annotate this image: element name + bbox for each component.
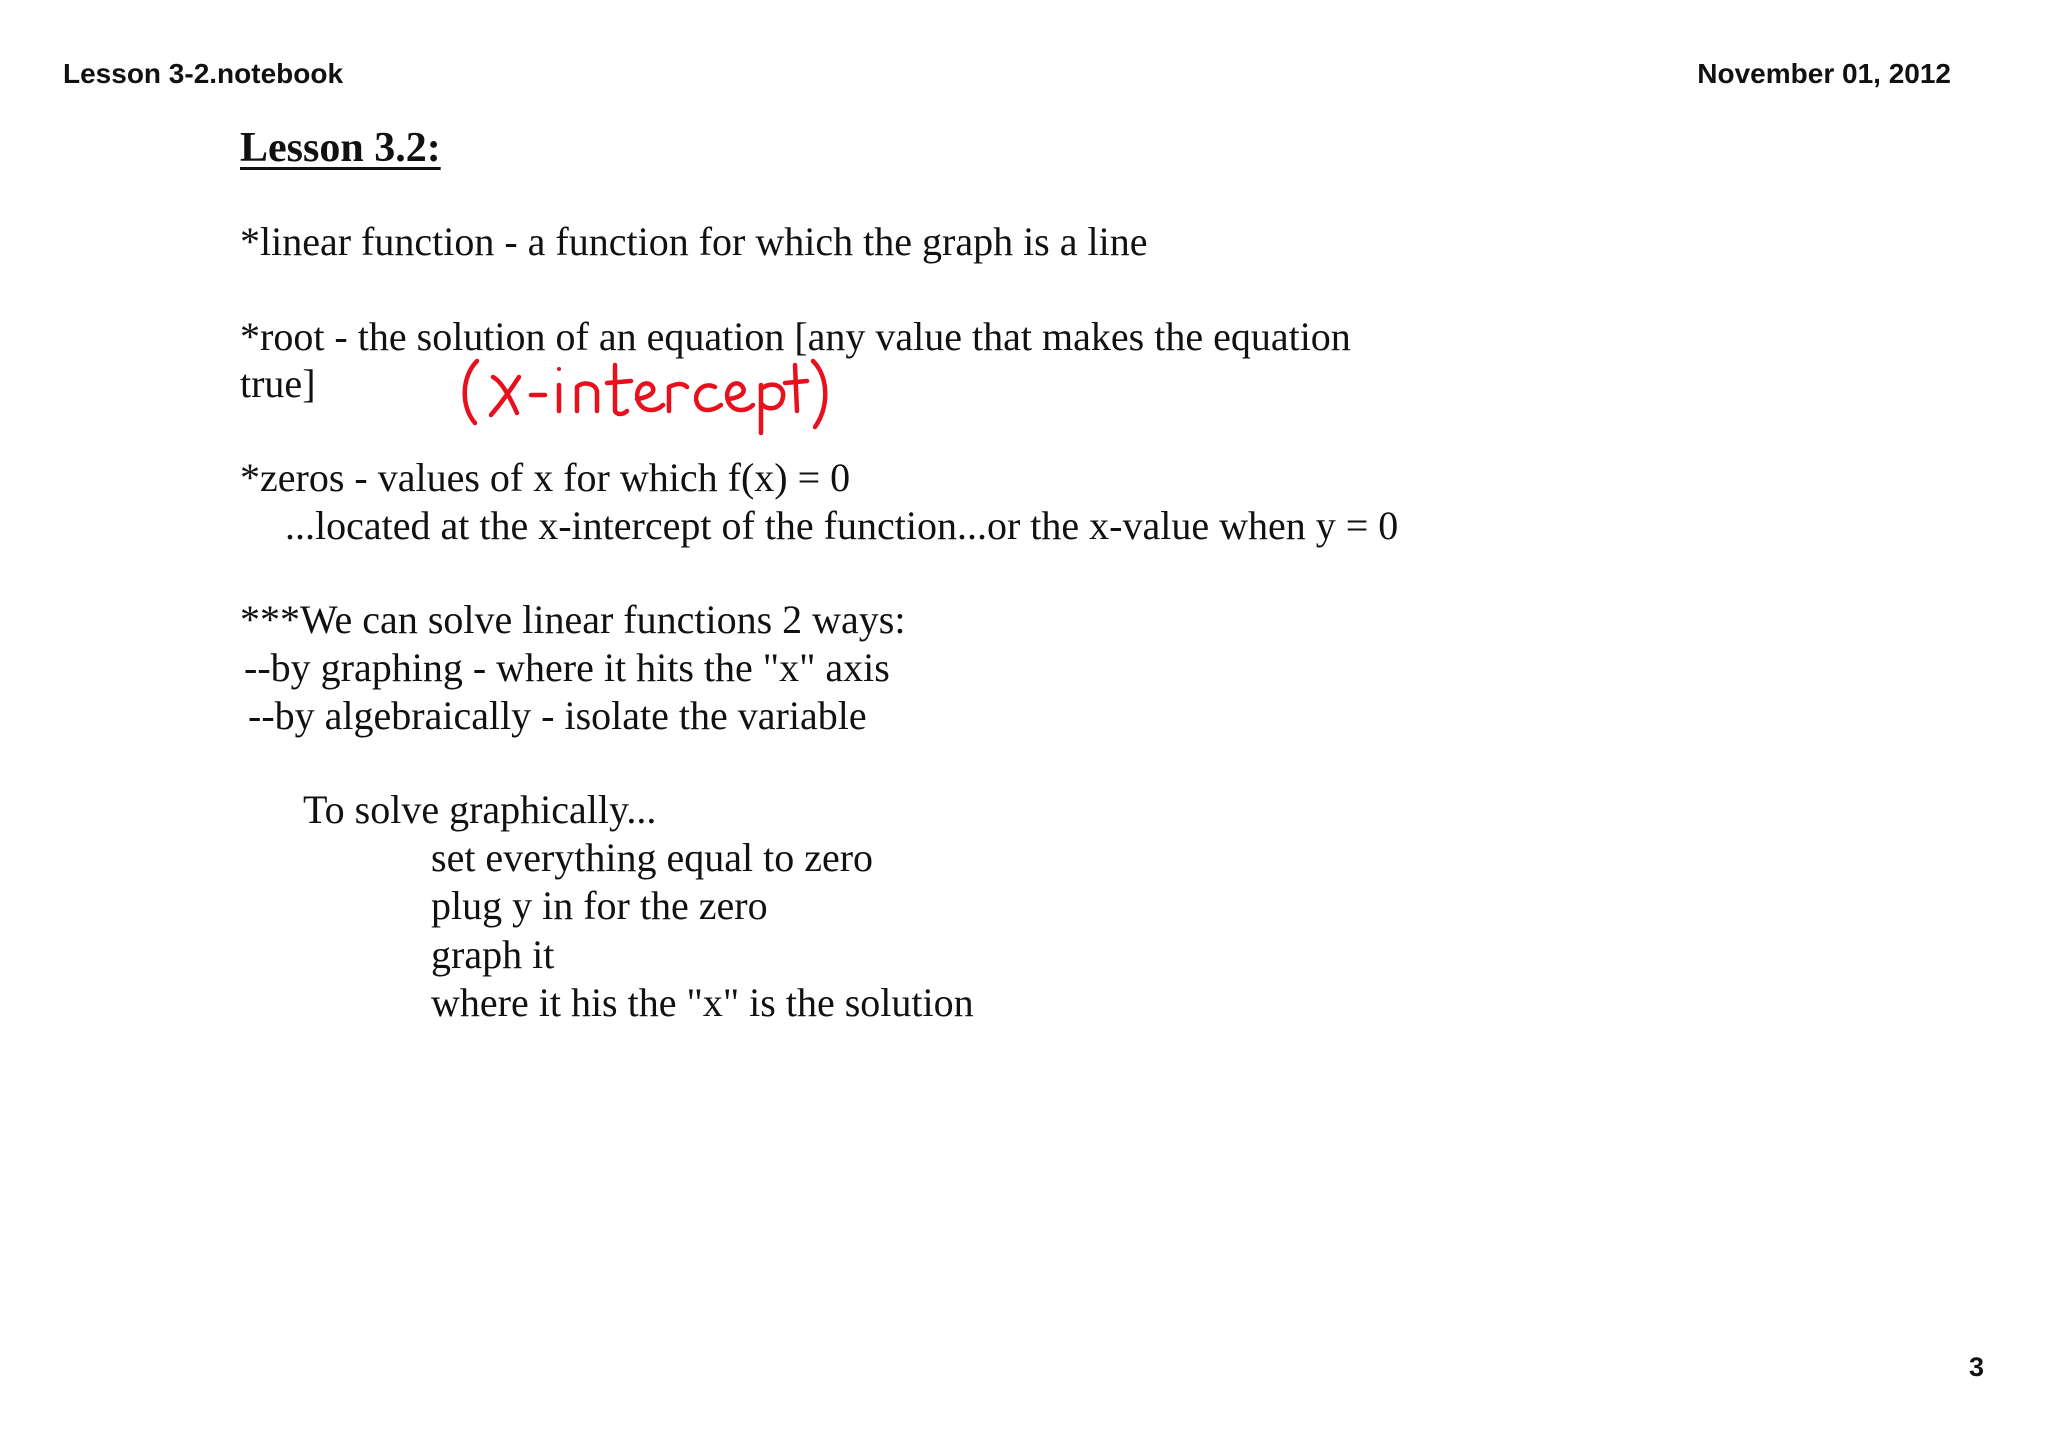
definition-zeros-line1: *zeros - values of x for which f(x) = 0 <box>240 455 851 500</box>
page-number: 3 <box>1968 1352 1984 1382</box>
notebook-date: November 01, 2012 <box>1697 58 1951 89</box>
page-title: Lesson 3.2: <box>240 125 441 171</box>
definition-linear-function: *linear function - a function for which the graph is a line <box>240 219 1148 264</box>
solve-method-graphing: --by graphing - where it hits the "x" axis <box>244 645 890 690</box>
graphical-step: plug y in for the zero <box>431 883 768 928</box>
graphical-step: graph it <box>431 932 555 977</box>
graphical-step: set everything equal to zero <box>431 835 874 880</box>
graphical-steps-heading: To solve graphically... <box>303 787 657 832</box>
definition-root-line1: *root - the solution of an equation [any value that makes the equation <box>240 314 1351 359</box>
solve-methods-heading: ***We can solve linear functions 2 ways: <box>240 597 906 642</box>
notebook-file-name: Lesson 3-2.notebook <box>63 58 344 89</box>
solve-method-algebraic: --by algebraically - isolate the variable <box>248 693 867 738</box>
graphical-step: where it his the "x" is the solution <box>431 980 974 1025</box>
definition-zeros-line2: ...located at the x-intercept of the function...or the x-value when y = 0 <box>285 503 1399 548</box>
handwritten-annotation <box>455 355 835 435</box>
definition-root-line2: true] <box>240 361 316 406</box>
